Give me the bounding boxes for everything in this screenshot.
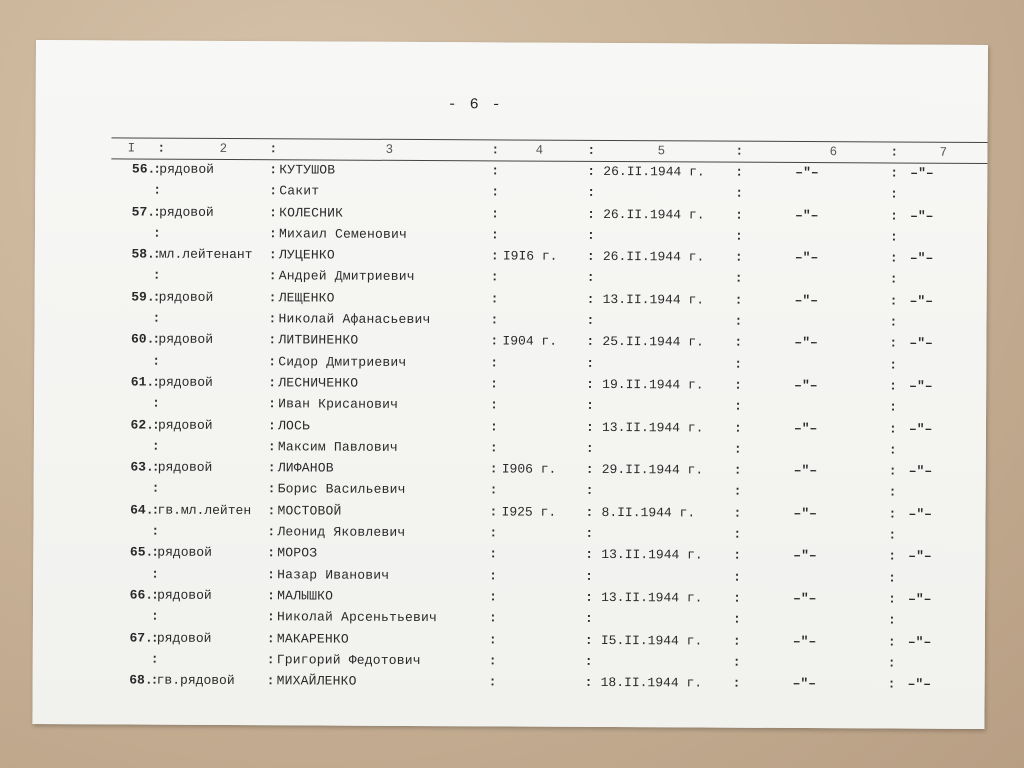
column-separator: :: [888, 463, 897, 479]
row-number: 67.: [129, 630, 153, 646]
column-separator: :: [733, 590, 741, 606]
header-separator: :: [890, 144, 899, 160]
column-7-cell: –"–: [910, 208, 934, 224]
column-header-6: 6: [829, 144, 838, 160]
column-separator: :: [150, 630, 159, 646]
column-separator: :: [586, 398, 594, 414]
column-separator: :: [888, 421, 897, 437]
column-separator: :: [888, 484, 897, 500]
column-separator: :: [267, 481, 276, 497]
column-separator: :: [585, 419, 594, 435]
birth-year-cell: I906 г.: [501, 461, 557, 477]
rank-cell: рядовой: [158, 289, 214, 305]
column-separator: :: [488, 653, 497, 669]
document-page: [32, 40, 988, 729]
page-number: - 6 -: [447, 96, 503, 114]
name-cell: МАКАРЕНКО: [276, 630, 349, 647]
column-separator: :: [732, 633, 741, 649]
column-separator: :: [489, 418, 498, 434]
column-separator: :: [586, 355, 595, 371]
date-cell: 18.II.1944 г.: [600, 675, 703, 691]
column-separator: :: [586, 312, 595, 329]
column-separator: :: [267, 439, 276, 455]
column-separator: :: [490, 227, 499, 243]
column-separator: :: [733, 505, 742, 521]
name-cell: МОСТОВОЙ: [277, 503, 342, 519]
column-separator: :: [152, 289, 161, 305]
column-separator: :: [489, 589, 497, 605]
column-separator: :: [887, 633, 896, 650]
name-cell: Борис Васильевич: [277, 481, 406, 498]
name-cell: Николай Афанасьевич: [278, 311, 431, 328]
column-separator: :: [489, 482, 498, 498]
column-separator: :: [488, 674, 497, 690]
name-cell: МИХАЙЛЕНКО: [276, 673, 357, 689]
column-separator: :: [490, 269, 499, 285]
column-separator: :: [734, 249, 743, 265]
name-cell: КУТУШОВ: [279, 162, 336, 178]
column-separator: :: [733, 569, 742, 585]
date-cell: 25.II.1944 г.: [602, 334, 704, 350]
column-separator: :: [889, 314, 898, 330]
column-separator: :: [490, 312, 499, 328]
column-separator: :: [151, 438, 160, 454]
row-number: 61.: [130, 374, 155, 390]
row-number: 63.: [130, 459, 154, 475]
row-number: 64.: [130, 502, 154, 518]
column-separator: :: [585, 483, 594, 499]
name-cell: ЛУЦЕНКО: [278, 247, 335, 263]
column-separator: :: [586, 334, 595, 350]
name-cell: МОРОЗ: [277, 545, 318, 561]
column-separator: :: [152, 246, 161, 262]
column-6-cell: –"–: [794, 335, 818, 351]
name-cell: ЛЕСНИЧЕНКО: [278, 375, 359, 391]
register-table: [33, 158, 988, 695]
header-separator: :: [157, 140, 166, 156]
column-6-cell: –"–: [792, 633, 817, 649]
header-separator: :: [491, 142, 500, 158]
rank-cell: рядовой: [156, 630, 212, 646]
column-separator: :: [490, 248, 499, 264]
column-6-cell: –"–: [792, 676, 817, 692]
column-separator: :: [889, 271, 898, 287]
column-separator: :: [733, 441, 742, 457]
column-separator: :: [490, 376, 499, 392]
column-separator: :: [151, 481, 160, 497]
date-cell: I5.II.1944 г.: [600, 632, 703, 649]
date-cell: 8.II.1944 г.: [601, 504, 696, 521]
column-6-cell: –"–: [793, 420, 818, 436]
column-separator: :: [488, 631, 497, 647]
column-separator: :: [888, 548, 897, 564]
column-separator: :: [269, 162, 278, 178]
header-separator: :: [735, 143, 744, 159]
header-rule-top: [111, 137, 987, 143]
date-cell: 26.II.1944 г.: [602, 249, 705, 265]
column-separator: :: [490, 397, 498, 413]
column-separator: :: [887, 612, 896, 628]
column-separator: :: [585, 568, 594, 584]
name-cell: ЛОСЬ: [277, 417, 311, 434]
column-separator: :: [887, 676, 896, 692]
column-separator: :: [889, 229, 898, 245]
column-7-cell: –"–: [908, 506, 932, 522]
header-separator: :: [269, 141, 278, 157]
column-separator: :: [151, 566, 160, 582]
name-cell: Сакит: [279, 183, 320, 199]
column-separator: :: [266, 652, 275, 668]
date-cell: 13.II.1944 г.: [601, 589, 703, 606]
column-separator: :: [586, 270, 595, 286]
column-7-cell: –"–: [907, 634, 932, 650]
column-separator: :: [151, 587, 159, 603]
column-separator: :: [152, 395, 160, 411]
column-separator: :: [585, 504, 594, 520]
column-separator: :: [267, 524, 276, 540]
rank-cell: мл.лейтенант: [158, 246, 253, 263]
column-separator: :: [489, 440, 498, 456]
row-number: 62.: [130, 417, 155, 433]
column-separator: :: [735, 185, 744, 202]
name-cell: Леонид Яковлевич: [277, 524, 406, 540]
column-separator: :: [152, 225, 161, 241]
name-cell: Иван Крисанович: [278, 396, 399, 413]
column-header-3: 3: [385, 141, 394, 157]
date-cell: 19.II.1944 г.: [602, 376, 704, 393]
column-separator: :: [735, 207, 743, 223]
column-separator: :: [585, 547, 594, 563]
column-separator: :: [733, 420, 742, 436]
column-7-cell: –"–: [909, 335, 933, 352]
column-separator: :: [267, 588, 275, 604]
name-cell: Назар Иванович: [277, 566, 390, 583]
column-separator: :: [735, 164, 744, 180]
column-separator: :: [150, 672, 159, 688]
column-separator: :: [268, 226, 277, 242]
column-separator: :: [152, 353, 161, 369]
column-separator: :: [490, 333, 499, 349]
column-separator: :: [585, 525, 594, 541]
column-6-cell: –"–: [793, 590, 817, 607]
column-separator: :: [587, 185, 596, 201]
column-6-cell: –"–: [794, 250, 819, 266]
column-7-cell: –"–: [908, 548, 932, 565]
column-header-1: I: [127, 140, 136, 156]
column-separator: :: [734, 377, 743, 393]
column-separator: :: [152, 374, 161, 390]
column-separator: :: [268, 353, 277, 369]
rank-cell: рядовой: [157, 417, 213, 433]
column-header-5: 5: [657, 143, 666, 159]
column-header-4: 4: [535, 142, 544, 158]
column-separator: :: [268, 268, 277, 284]
name-cell: ЛЕЩЕНКО: [278, 290, 335, 306]
column-separator: :: [732, 654, 741, 670]
column-separator: :: [490, 291, 499, 307]
column-separator: :: [734, 228, 743, 244]
column-separator: :: [587, 206, 595, 222]
column-separator: :: [888, 506, 897, 522]
column-separator: :: [491, 184, 500, 200]
name-cell: КОЛЕСНИК: [279, 204, 344, 221]
row-number: 65.: [129, 544, 154, 560]
rank-cell: рядовой: [159, 204, 214, 220]
column-separator: :: [584, 653, 593, 669]
row-number: 56.: [131, 161, 156, 177]
column-6-cell: –"–: [794, 292, 819, 308]
column-separator: :: [889, 378, 898, 394]
row-number: 59.: [131, 289, 155, 305]
column-separator: :: [491, 205, 499, 222]
column-7-cell: –"–: [908, 421, 933, 437]
column-separator: :: [489, 461, 498, 477]
column-separator: :: [267, 460, 276, 476]
name-cell: ЛИФАНОВ: [277, 460, 334, 476]
column-separator: :: [151, 459, 160, 475]
date-cell: 13.II.1944 г.: [602, 291, 705, 308]
column-separator: :: [488, 610, 497, 626]
row-number: 68.: [129, 672, 153, 688]
column-separator: :: [267, 545, 276, 561]
column-6-cell: –"–: [794, 377, 818, 394]
column-separator: :: [887, 655, 896, 671]
rank-cell: гв.рядовой: [156, 672, 235, 689]
column-separator: :: [585, 462, 594, 478]
rank-cell: рядовой: [158, 332, 214, 348]
column-separator: :: [585, 440, 594, 456]
column-separator: :: [888, 527, 897, 543]
column-7-cell: –"–: [910, 165, 934, 181]
column-7-cell: –"–: [909, 378, 933, 394]
column-separator: :: [152, 310, 161, 326]
column-7-cell: –"–: [909, 250, 934, 266]
column-separator: :: [889, 399, 897, 415]
column-separator: :: [586, 291, 595, 307]
column-separator: :: [734, 356, 743, 372]
name-cell: Григорий Федотович: [276, 652, 421, 668]
column-separator: :: [267, 417, 276, 433]
column-separator: :: [584, 611, 593, 627]
name-cell: Михаил Семенович: [278, 226, 408, 242]
date-cell: 26.II.1944 г.: [603, 163, 705, 180]
column-separator: :: [266, 673, 275, 689]
column-separator: :: [733, 526, 742, 542]
column-separator: :: [491, 163, 500, 179]
rank-cell: гв.мл.лейтен: [157, 502, 252, 518]
column-separator: :: [268, 247, 277, 263]
row-number: 58.: [131, 246, 155, 262]
column-separator: :: [151, 544, 160, 560]
column-separator: :: [152, 268, 161, 284]
column-separator: :: [267, 502, 276, 519]
column-separator: :: [490, 355, 499, 371]
column-separator: :: [889, 357, 898, 373]
row-number: 57.: [131, 204, 156, 220]
birth-year-cell: I925 г.: [501, 504, 557, 520]
column-separator: :: [150, 608, 159, 624]
column-separator: :: [489, 546, 498, 562]
column-separator: :: [734, 292, 743, 308]
column-7-cell: –"–: [908, 463, 933, 479]
column-separator: :: [151, 502, 160, 518]
column-separator: :: [734, 335, 743, 351]
column-7-cell: –"–: [907, 676, 932, 692]
header-separator: :: [587, 142, 596, 158]
column-header-2: 2: [219, 140, 228, 157]
column-separator: :: [587, 163, 596, 179]
column-separator: :: [733, 484, 742, 500]
column-separator: :: [734, 271, 743, 287]
column-separator: :: [586, 227, 595, 243]
row-number: 60.: [130, 331, 155, 347]
column-separator: :: [269, 204, 277, 220]
column-separator: :: [584, 632, 593, 648]
column-separator: :: [151, 523, 160, 539]
column-separator: :: [585, 589, 593, 605]
column-separator: :: [586, 249, 595, 265]
column-separator: :: [153, 161, 162, 177]
column-6-cell: –"–: [795, 207, 819, 223]
column-separator: :: [268, 332, 277, 348]
date-cell: 29.II.1944 г.: [601, 462, 704, 478]
column-separator: :: [889, 293, 898, 309]
column-separator: :: [889, 250, 898, 266]
column-separator: :: [889, 335, 898, 351]
column-separator: :: [267, 566, 276, 582]
rank-cell: рядовой: [157, 459, 213, 476]
column-separator: :: [584, 675, 593, 691]
column-separator: :: [586, 376, 595, 392]
column-separator: :: [888, 570, 897, 586]
column-separator: :: [734, 313, 743, 329]
column-separator: :: [489, 504, 498, 520]
column-6-cell: –"–: [793, 463, 818, 479]
column-separator: :: [152, 331, 161, 348]
column-separator: :: [888, 442, 897, 458]
column-separator: :: [733, 462, 742, 478]
rank-cell: рядовой: [158, 374, 213, 390]
name-cell: Сидор Дмитриевич: [278, 353, 407, 370]
column-header-7: 7: [939, 144, 948, 160]
column-separator: :: [733, 548, 742, 564]
rank-cell: рядовой: [157, 544, 212, 561]
birth-year-cell: I904 г.: [502, 333, 558, 350]
column-separator: :: [153, 182, 162, 198]
column-7-cell: –"–: [909, 293, 934, 309]
column-separator: :: [153, 204, 161, 220]
column-6-cell: –"–: [795, 164, 819, 181]
column-separator: :: [890, 186, 899, 202]
column-6-cell: –"–: [793, 548, 817, 564]
date-cell: 13.II.1944 г.: [601, 547, 703, 563]
column-separator: :: [268, 375, 277, 391]
column-separator: :: [734, 398, 742, 414]
column-separator: :: [489, 525, 498, 541]
column-separator: :: [268, 396, 276, 412]
column-separator: :: [266, 630, 275, 646]
column-separator: :: [268, 311, 277, 327]
column-separator: :: [890, 208, 898, 224]
column-separator: :: [890, 165, 899, 181]
name-cell: Андрей Дмитриевич: [278, 268, 415, 285]
rank-cell: рядовой: [157, 587, 212, 603]
column-separator: :: [489, 568, 498, 584]
date-cell: 26.II.1944 г.: [603, 206, 705, 223]
column-separator: :: [269, 183, 278, 199]
date-cell: 13.II.1944 г.: [601, 419, 704, 436]
table-row: [33, 669, 985, 695]
birth-year-cell: I9I6 г.: [502, 248, 558, 264]
column-separator: :: [268, 290, 277, 306]
column-separator: :: [151, 417, 160, 433]
name-cell: Николай Арсеньтьевич: [276, 609, 438, 626]
column-7-cell: –"–: [908, 591, 932, 607]
name-cell: ЛИТВИНЕНКО: [278, 332, 359, 349]
column-separator: :: [150, 651, 159, 667]
row-number: 66.: [129, 587, 154, 603]
column-separator: :: [888, 591, 896, 607]
name-cell: МАЛЫШКО: [277, 588, 334, 604]
rank-cell: рядовой: [159, 161, 214, 177]
name-cell: Максим Павлович: [277, 439, 398, 455]
column-6-cell: –"–: [793, 505, 817, 521]
column-separator: :: [732, 675, 741, 691]
column-separator: :: [266, 609, 275, 625]
column-separator: :: [732, 611, 741, 627]
